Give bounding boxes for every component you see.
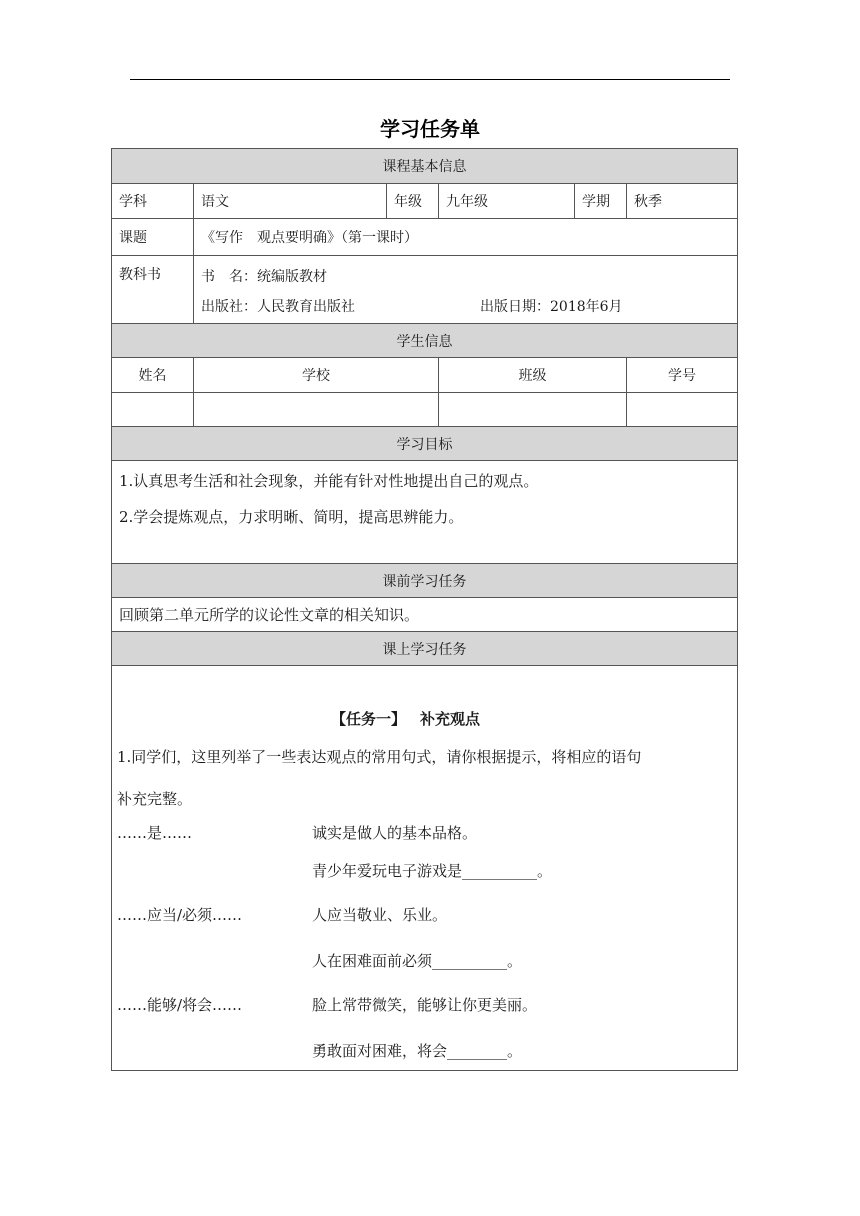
instruction-line-2: 补充完整。 <box>117 790 193 808</box>
student-id-input[interactable] <box>627 393 738 427</box>
name-label: 姓名 <box>112 358 194 393</box>
pattern-label: ……应当/必须…… <box>117 906 243 924</box>
grade-label: 年级 <box>387 184 439 219</box>
pattern-example: 脸上常带微笑，能够让你更美丽。 <box>312 996 538 1014</box>
pattern-label: ……是…… <box>117 824 193 842</box>
student-info-header: 学生信息 <box>112 324 738 358</box>
objective-item: 1.认真思考生活和社会现象，并能有针对性地提出自己的观点。 <box>119 472 539 490</box>
pattern-example: 诚实是做人的基本品格。 <box>312 824 478 842</box>
objectives-list <box>112 461 738 564</box>
subject-row <box>112 184 738 219</box>
pattern-example: 人应当敬业、乐业。 <box>312 906 448 924</box>
objectives-header: 学习目标 <box>112 427 738 461</box>
textbook-info <box>194 256 738 324</box>
in-class-header: 课上学习任务 <box>112 632 738 666</box>
task-title: 补充观点 <box>420 710 481 728</box>
pre-class-row <box>112 598 738 632</box>
pattern-label: ……能够/将会…… <box>117 996 243 1014</box>
topic-row <box>112 219 738 256</box>
in-class-row <box>112 666 738 1071</box>
task-one-heading <box>331 708 480 729</box>
student-blank-row <box>112 393 738 427</box>
term-label: 学期 <box>575 184 627 219</box>
course-info-header: 课程基本信息 <box>112 149 738 184</box>
name-input[interactable] <box>112 393 194 427</box>
topic-value: 《写作 观点要明确》（第一课时） <box>194 219 738 256</box>
grade-value: 九年级 <box>439 184 575 219</box>
pre-class-header: 课前学习任务 <box>112 564 738 598</box>
document-title: 学习任务单 <box>380 117 480 141</box>
school-label: 学校 <box>194 358 439 393</box>
student-info-header-row <box>112 324 738 358</box>
subject-label: 学科 <box>112 184 194 219</box>
task-bracket: 【任务一】 <box>331 710 407 728</box>
objectives-header-row <box>112 427 738 461</box>
pattern-fill-blank[interactable]: 青少年爱玩电子游戏是__________。 <box>312 862 553 880</box>
objectives-row <box>112 461 738 564</box>
publish-date: 出版日期：2018年6月 <box>480 299 623 315</box>
publisher-line <box>201 292 730 322</box>
student-fields-row <box>112 358 738 393</box>
pre-class-text: 回顾第二单元所学的议论性文章的相关知识。 <box>112 598 738 632</box>
in-class-header-row <box>112 632 738 666</box>
objective-item: 2.学会提炼观点，力求明晰、简明，提高思辨能力。 <box>119 508 464 526</box>
publisher: 出版社：人民教育出版社 <box>201 299 355 315</box>
course-info-header-row <box>112 149 738 184</box>
instruction-line-1: 1.同学们，这里列举了一些表达观点的常用句式，请你根据提示，将相应的语句 <box>117 748 642 766</box>
student-id-label: 学号 <box>627 358 738 393</box>
textbook-row <box>112 256 738 324</box>
class-label: 班级 <box>439 358 627 393</box>
topic-label: 课题 <box>112 219 194 256</box>
top-rule <box>130 79 730 80</box>
task-sheet-table <box>111 148 738 1071</box>
in-class-content <box>112 666 738 1071</box>
textbook-label: 教科书 <box>112 256 194 324</box>
pattern-fill-blank[interactable]: 勇敢面对困难，将会________。 <box>312 1042 523 1060</box>
pattern-fill-blank[interactable]: 人在困难面前必须__________。 <box>312 952 523 970</box>
term-value: 秋季 <box>627 184 738 219</box>
subject-value: 语文 <box>194 184 387 219</box>
school-input[interactable] <box>194 393 439 427</box>
book-name: 书 名：统编版教材 <box>201 269 327 285</box>
pre-class-header-row <box>112 564 738 598</box>
class-input[interactable] <box>439 393 627 427</box>
